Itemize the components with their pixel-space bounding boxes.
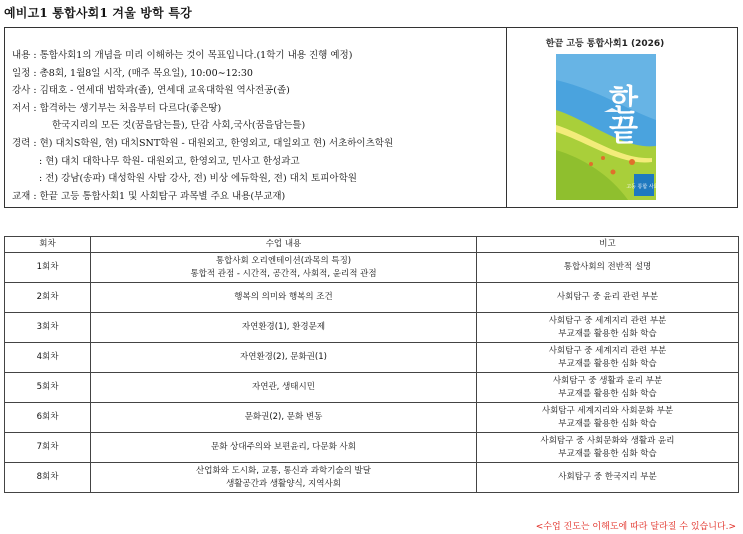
session-cell: 5회차 [5,373,91,403]
cover-house-icon [589,162,593,166]
session-cell: 7회차 [5,433,91,463]
cover-illustration [528,50,682,200]
progress-footnote: <수업 진도는 이해도에 따라 달라질 수 있습니다.> [535,522,736,532]
content-line: 자연환경(1), 환경문제 [241,322,326,332]
session-cell: 2회차 [5,283,91,313]
note-cell [477,283,739,313]
note-cell [477,253,739,283]
info-line-content: 내용 : 통합사회1의 개념을 미리 이해하는 것이 목표입니다.(1학기 내용 진행 예정) [12,50,353,61]
table-row [5,373,739,403]
content-cell [91,403,477,433]
note-line: 부교재를 활용한 심화 학습 [558,328,657,339]
session-cell: 4회차 [5,343,91,373]
note-cell [477,313,739,343]
table-row [5,403,739,433]
cover-side-text: 고등 통합 사회1 [626,184,662,190]
table-row [5,343,739,373]
info-line-career-cont-2: : 전) 강남(송파) 대성학원 사탐 강사, 전) 비상 에듀학원, 전) 대치 토피아학원 [39,173,357,185]
session-cell: 8회차 [5,463,91,493]
content-line: 문화권(2), 문화 변동 [244,412,323,422]
content-cell [91,283,477,313]
info-line-books-cont: 한국지리의 모든 것(꿈을담는틀), 단감 사회,국사(꿈을담는틀) [52,120,306,132]
table-row [5,433,739,463]
session-cell: 1회차 [5,253,91,283]
course-info-text [12,47,506,205]
table-row [5,463,739,493]
content-cell [91,343,477,373]
table-header-row [5,237,739,253]
session-cell: 6회차 [5,403,91,433]
textbook-cover [528,32,682,200]
cover-big-text: 한끝 [602,84,638,144]
note-line: 사회탐구 중 세계지리 관련 부분 [548,315,667,326]
content-line: 통합적 관점 - 시간적, 공간적, 사회적, 윤리적 관점 [190,268,377,279]
note-line: 사회탐구 중 한국지리 부분 [558,472,657,482]
content-cell [91,313,477,343]
note-line: 통합사회의 전반적 설명 [563,262,652,272]
table-row [5,283,739,313]
content-cell [91,433,477,463]
session-cell: 3회차 [5,313,91,343]
header-content: 수업 내용 [91,237,477,253]
info-line-schedule: 일정 : 총8회, 1월8일 시작, (매주 목요일), 10:00∼12:30 [12,67,253,79]
content-line: 행복의 의미와 행복의 조건 [234,292,333,302]
header-note: 비고 [477,237,739,253]
note-cell [477,463,739,493]
table-row [5,253,739,283]
note-line: 부교재를 활용한 심화 학습 [558,388,657,399]
header-session: 회차 [5,237,91,253]
note-line: 부교재를 활용한 심화 학습 [558,358,657,369]
content-line: 생활공간과 생활양식, 지역사회 [226,478,341,489]
note-line: 부교재를 활용한 심화 학습 [558,418,657,429]
cover-house-icon [611,170,616,175]
info-line-instructor: 강사 : 김태호 - 연세대 법학과(졸), 연세대 교육대학원 역사전공(졸) [12,85,290,97]
note-line: 사회탐구 중 세계지리 관련 부분 [548,345,667,356]
cover-house-icon [629,159,635,165]
content-cell [91,253,477,283]
table-row [5,313,739,343]
info-line-books: 저서 : 합격하는 생기부는 처음부터 다르다(좋은땅) [12,102,222,114]
content-cell [91,463,477,493]
content-line: 문화 상대주의와 보편윤리, 다문화 사회 [211,442,356,452]
content-line: 통합사회 오리엔테이션(과목의 특징) [215,255,352,266]
cover-title: 한끝 고등 통합사회1 (2026) [545,39,665,49]
note-cell [477,433,739,463]
note-cell [477,343,739,373]
note-cell [477,403,739,433]
content-cell [91,373,477,403]
note-line: 사회탐구 중 생활과 윤리 부분 [552,375,663,386]
page-title: 예비고1 통합사회1 겨울 방학 특강 [4,6,192,20]
note-line: 사회탐구 중 사회문화와 생활과 윤리 [540,435,675,446]
info-line-textbook: 교재 : 한끝 고등 통합사회1 및 사회탐구 과목별 주요 내용(부교재) [12,190,286,202]
info-divider [506,28,507,207]
note-line: 부교재를 활용한 심화 학습 [558,448,657,459]
content-line: 자연관, 생태시민 [252,382,315,392]
note-line: 사회탐구 중 윤리 관련 부분 [556,292,659,302]
content-line: 산업화와 도시화, 교통, 통신과 과학기술의 발달 [196,465,371,476]
info-line-career: 경력 : 현) 대치S학원, 현) 대치SNT학원 - 대원외고, 한영외고, 대일외고 현) 서초하이츠학원 [12,137,394,149]
note-cell [477,373,739,403]
schedule-table [4,236,739,493]
info-line-career-cont-1: : 현) 대치 대학나무 학원- 대원외고, 한영외고, 민사고 한성과고 [39,155,300,167]
content-line: 자연환경(2), 문화권(1) [240,352,327,362]
cover-house-icon [601,156,605,160]
note-line: 사회탐구 세계지리와 사회문화 부분 [541,405,674,416]
